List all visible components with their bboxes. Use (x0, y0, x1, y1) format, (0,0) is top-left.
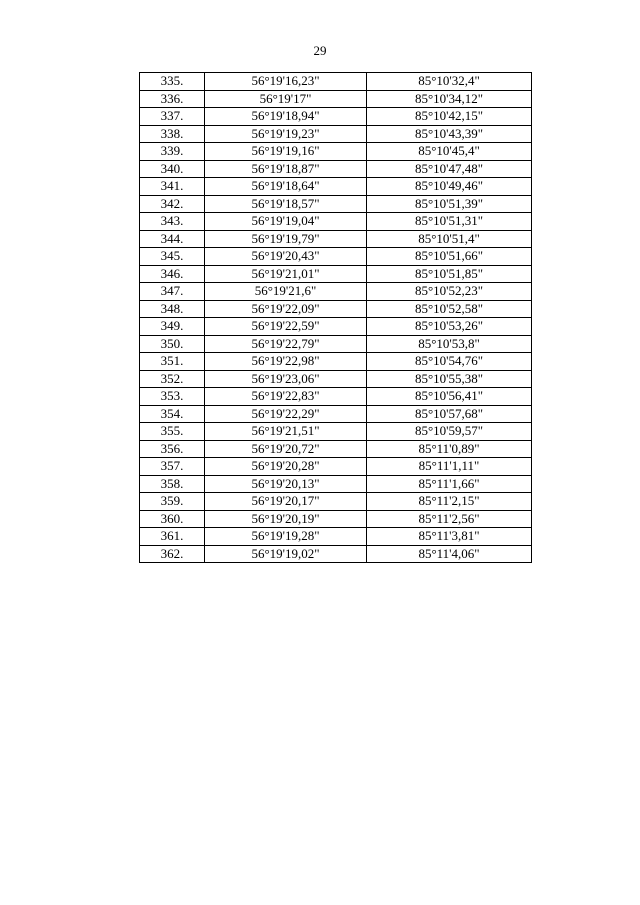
longitude-cell: 85°10'52,23" (367, 283, 532, 301)
longitude-cell: 85°10'59,57" (367, 423, 532, 441)
point-number-cell: 357. (140, 458, 205, 476)
table-row (140, 178, 532, 196)
latitude-cell: 56°19'18,94" (205, 108, 367, 126)
table-row (140, 545, 532, 563)
point-number-cell: 337. (140, 108, 205, 126)
latitude-cell: 56°19'20,28" (205, 458, 367, 476)
longitude-cell: 85°10'54,76" (367, 353, 532, 371)
point-number-cell: 352. (140, 370, 205, 388)
latitude-cell: 56°19'23,06" (205, 370, 367, 388)
table-row (140, 458, 532, 476)
table-row (140, 283, 532, 301)
point-number-cell: 342. (140, 195, 205, 213)
longitude-cell: 85°11'2,56" (367, 510, 532, 528)
longitude-cell: 85°11'3,81" (367, 528, 532, 546)
table-row (140, 143, 532, 161)
table-row (140, 528, 532, 546)
table-row (140, 475, 532, 493)
latitude-cell: 56°19'20,72" (205, 440, 367, 458)
latitude-cell: 56°19'22,59" (205, 318, 367, 336)
table-row (140, 440, 532, 458)
table-row (140, 510, 532, 528)
latitude-cell: 56°19'22,98" (205, 353, 367, 371)
page-number: 29 (313, 43, 327, 58)
point-number-cell: 361. (140, 528, 205, 546)
table-row (140, 213, 532, 231)
longitude-cell: 85°10'51,66" (367, 248, 532, 266)
table-row (140, 73, 532, 91)
table-row (140, 353, 532, 371)
point-number-cell: 348. (140, 300, 205, 318)
point-number-cell: 362. (140, 545, 205, 563)
longitude-cell: 85°10'53,26" (367, 318, 532, 336)
table-row (140, 423, 532, 441)
latitude-cell: 56°19'22,09" (205, 300, 367, 318)
latitude-cell: 56°19'20,19" (205, 510, 367, 528)
table-row (140, 335, 532, 353)
latitude-cell: 56°19'18,64" (205, 178, 367, 196)
latitude-cell: 56°19'16,23" (205, 73, 367, 91)
longitude-cell: 85°11'4,06" (367, 545, 532, 563)
table-row (140, 318, 532, 336)
table-row (140, 90, 532, 108)
table-row (140, 493, 532, 511)
longitude-cell: 85°10'55,38" (367, 370, 532, 388)
point-number-cell: 345. (140, 248, 205, 266)
point-number-cell: 356. (140, 440, 205, 458)
latitude-cell: 56°19'20,17" (205, 493, 367, 511)
longitude-cell: 85°11'1,11" (367, 458, 532, 476)
table-row (140, 388, 532, 406)
longitude-cell: 85°10'52,58" (367, 300, 532, 318)
longitude-cell: 85°11'2,15" (367, 493, 532, 511)
longitude-cell: 85°10'32,4" (367, 73, 532, 91)
point-number-cell: 343. (140, 213, 205, 231)
longitude-cell: 85°10'56,41" (367, 388, 532, 406)
table-row (140, 248, 532, 266)
latitude-cell: 56°19'22,79" (205, 335, 367, 353)
longitude-cell: 85°10'34,12" (367, 90, 532, 108)
table-row (140, 300, 532, 318)
latitude-cell: 56°19'22,83" (205, 388, 367, 406)
longitude-cell: 85°10'49,46" (367, 178, 532, 196)
point-number-cell: 360. (140, 510, 205, 528)
point-number-cell: 354. (140, 405, 205, 423)
longitude-cell: 85°10'45,4" (367, 143, 532, 161)
longitude-cell: 85°10'51,31" (367, 213, 532, 231)
coordinates-table-body (140, 73, 532, 563)
point-number-cell: 338. (140, 125, 205, 143)
point-number-cell: 355. (140, 423, 205, 441)
latitude-cell: 56°19'21,51" (205, 423, 367, 441)
longitude-cell: 85°10'42,15" (367, 108, 532, 126)
point-number-cell: 349. (140, 318, 205, 336)
table-row (140, 125, 532, 143)
longitude-cell: 85°11'1,66" (367, 475, 532, 493)
latitude-cell: 56°19'19,79" (205, 230, 367, 248)
latitude-cell: 56°19'18,87" (205, 160, 367, 178)
table-row (140, 195, 532, 213)
latitude-cell: 56°19'19,04" (205, 213, 367, 231)
point-number-cell: 339. (140, 143, 205, 161)
table-row (140, 370, 532, 388)
point-number-cell: 344. (140, 230, 205, 248)
point-number-cell: 358. (140, 475, 205, 493)
longitude-cell: 85°10'51,85" (367, 265, 532, 283)
point-number-cell: 347. (140, 283, 205, 301)
point-number-cell: 336. (140, 90, 205, 108)
table-row (140, 108, 532, 126)
point-number-cell: 346. (140, 265, 205, 283)
longitude-cell: 85°10'51,39" (367, 195, 532, 213)
point-number-cell: 351. (140, 353, 205, 371)
longitude-cell: 85°10'43,39" (367, 125, 532, 143)
latitude-cell: 56°19'19,02" (205, 545, 367, 563)
latitude-cell: 56°19'20,13" (205, 475, 367, 493)
latitude-cell: 56°19'19,23" (205, 125, 367, 143)
table-row (140, 160, 532, 178)
longitude-cell: 85°10'47,48" (367, 160, 532, 178)
latitude-cell: 56°19'20,43" (205, 248, 367, 266)
latitude-cell: 56°19'21,6" (205, 283, 367, 301)
latitude-cell: 56°19'17" (205, 90, 367, 108)
point-number-cell: 353. (140, 388, 205, 406)
point-number-cell: 350. (140, 335, 205, 353)
coordinates-table (139, 72, 532, 563)
point-number-cell: 340. (140, 160, 205, 178)
longitude-cell: 85°11'0,89" (367, 440, 532, 458)
longitude-cell: 85°10'53,8" (367, 335, 532, 353)
longitude-cell: 85°10'57,68" (367, 405, 532, 423)
table-row (140, 265, 532, 283)
longitude-cell: 85°10'51,4" (367, 230, 532, 248)
latitude-cell: 56°19'18,57" (205, 195, 367, 213)
point-number-cell: 335. (140, 73, 205, 91)
latitude-cell: 56°19'22,29" (205, 405, 367, 423)
table-row (140, 230, 532, 248)
point-number-cell: 359. (140, 493, 205, 511)
point-number-cell: 341. (140, 178, 205, 196)
table-row (140, 405, 532, 423)
latitude-cell: 56°19'19,28" (205, 528, 367, 546)
latitude-cell: 56°19'19,16" (205, 143, 367, 161)
latitude-cell: 56°19'21,01" (205, 265, 367, 283)
